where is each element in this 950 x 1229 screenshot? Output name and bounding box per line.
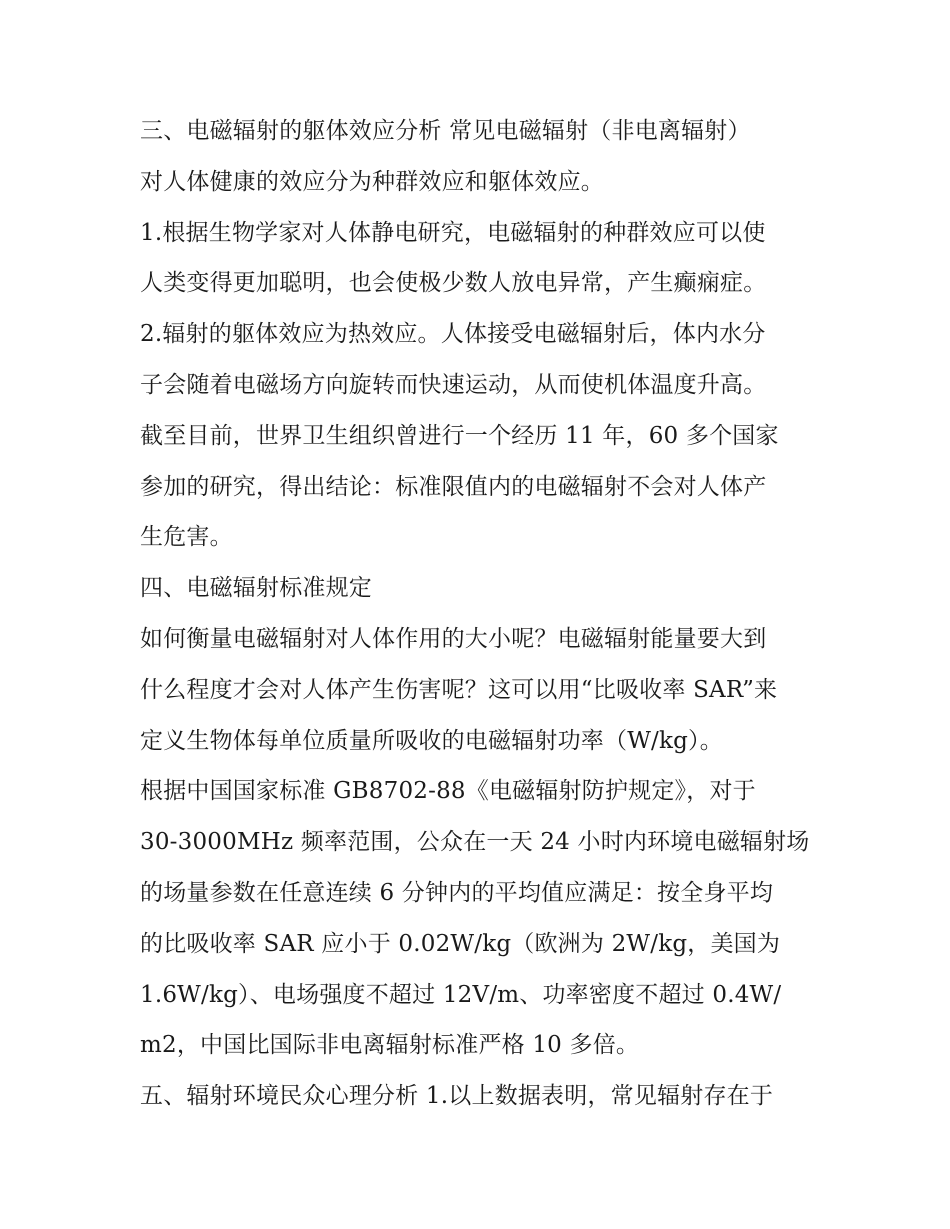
text-line-6: 子会随着电磁场方向旋转而快速运动，从而使机体温度升高。 bbox=[140, 371, 767, 398]
text-line-16: 的场量参数在任意连续 6 分钟内的平均值应满足：按全身平均 bbox=[140, 879, 774, 906]
text-line-20: 五、辐射环境民众心理分析 1.以上数据表明，常见辐射存在于 bbox=[140, 1083, 774, 1110]
text-line-1: 三、电磁辐射的躯体效应分析 常见电磁辐射（非电离辐射） bbox=[140, 118, 751, 144]
text-line-17: 的比吸收率 SAR 应小于 0.02W/kg（欧洲为 2W/kg，美国为 bbox=[140, 930, 781, 957]
text-line-4: 人类变得更加聪明，也会使极少数人放电异常，产生癫痫症。 bbox=[140, 270, 767, 297]
text-line-5: 2.辐射的躯体效应为热效应。人体接受电磁辐射后，体内水分 bbox=[140, 321, 766, 348]
body-text bbox=[140, 106, 820, 1122]
text-line-11: 如何衡量电磁辐射对人体作用的大小呢？电磁辐射能量要大到 bbox=[140, 625, 767, 652]
text-line-13: 定义生物体每单位质量所吸收的电磁辐射功率（W/kg）。 bbox=[140, 727, 723, 754]
section-heading-4: 四、电磁辐射标准规定 bbox=[140, 575, 372, 602]
text-line-2: 对人体健康的效应分为种群效应和躯体效应。 bbox=[140, 168, 604, 195]
text-line-8: 参加的研究，得出结论：标准限值内的电磁辐射不会对人体产 bbox=[140, 473, 767, 500]
text-line-7: 截至目前，世界卫生组织曾进行一个经历 11 年，60 多个国家 bbox=[140, 422, 779, 449]
text-line-3: 1.根据生物学家对人体静电研究，电磁辐射的种群效应可以使 bbox=[140, 219, 766, 246]
text-line-14: 根据中国国家标准 GB8702-88《电磁辐射防护规定》，对于 bbox=[140, 778, 756, 805]
text-line-9: 生危害。 bbox=[140, 524, 233, 551]
text-line-15: 30-3000MHz 频率范围，公众在一天 24 小时内环境电磁辐射场 bbox=[140, 829, 810, 856]
text-line-12: 什么程度才会对人体产生伤害呢？这可以用“比吸收率 SAR”来 bbox=[140, 676, 778, 703]
text-line-18: 1.6W/kg）、电场强度不超过 12V/m、功率密度不超过 0.4W/ bbox=[140, 981, 782, 1008]
text-line-19: m2，中国比国际非电离辐射标准严格 10 多倍。 bbox=[140, 1032, 640, 1059]
